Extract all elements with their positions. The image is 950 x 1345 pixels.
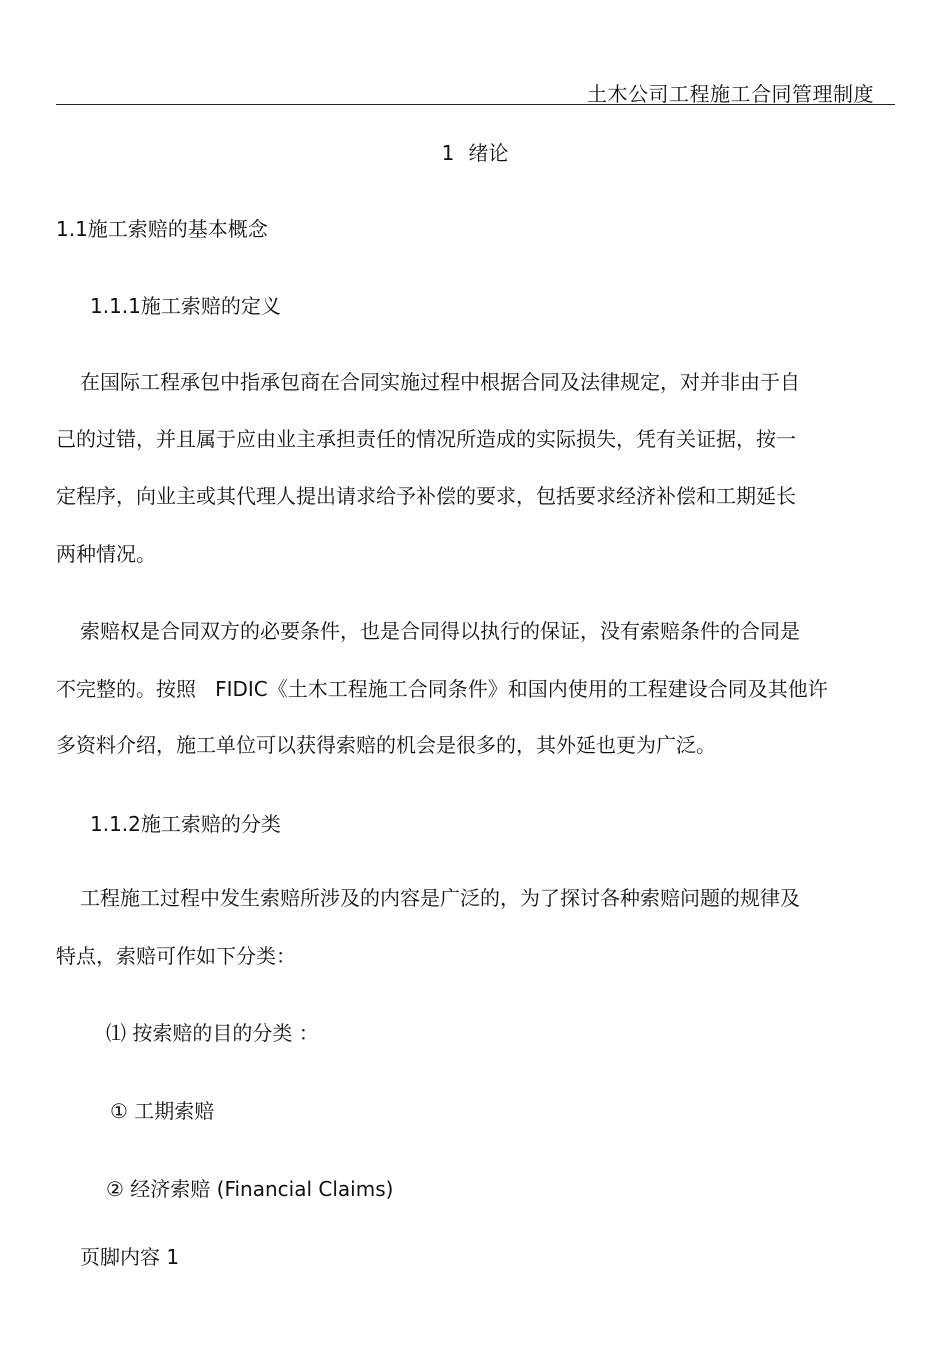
- chapter-heading: [0, 141, 950, 165]
- list-heading: ⑴ 按索赔的目的分类 ：: [106, 1021, 319, 1045]
- paragraph-line: 在国际工程承包中指承包商在合同实施过程中根据合同及法律规定，对并非由于自: [80, 370, 800, 394]
- section-heading-1-1: 1.1施工索赔的基本概念: [56, 217, 268, 241]
- header-divider: [56, 104, 895, 105]
- paragraph-line: 定程序，向业主或其代理人提出请求给予补偿的要求，包括要求经济补偿和工期延长: [56, 484, 796, 508]
- paragraph-line: 索赔权是合同双方的必要条件，也是合同得以执行的保证，没有索赔条件的合同是: [80, 619, 800, 643]
- paragraph-line: 特点，索赔可作如下分类：: [56, 944, 296, 968]
- paragraph-line: 不完整的。按照 FIDIC《土木工程施工合同条件》和国内使用的工程建设合同及其他许: [56, 677, 828, 701]
- paragraph-line: 工程施工过程中发生索赔所涉及的内容是广泛的，为了探讨各种索赔问题的规律及: [80, 886, 800, 910]
- subsection-heading-1-1-1: 1.1.1施工索赔的定义: [90, 294, 281, 318]
- list-item: ② 经济索赔 (Financial Claims): [106, 1177, 394, 1201]
- subsection-heading-1-1-2: 1.1.2施工索赔的分类: [90, 812, 281, 836]
- paragraph-line: 多资料介绍，施工单位可以获得索赔的机会是很多的，其外延也更为广泛。: [56, 733, 716, 757]
- page-footer: 页脚内容 1: [80, 1245, 180, 1269]
- header-title: 土木公司工程施工合同管理制度: [587, 82, 874, 106]
- paragraph-line: 两种情况。: [56, 542, 156, 566]
- list-item: ① 工期索赔: [110, 1099, 215, 1123]
- paragraph-line: 己的过错，并且属于应由业主承担责任的情况所造成的实际损失，凭有关证据，按一: [56, 427, 796, 451]
- chapter-title: 绪论: [468, 141, 509, 165]
- chapter-number: 1: [441, 141, 455, 165]
